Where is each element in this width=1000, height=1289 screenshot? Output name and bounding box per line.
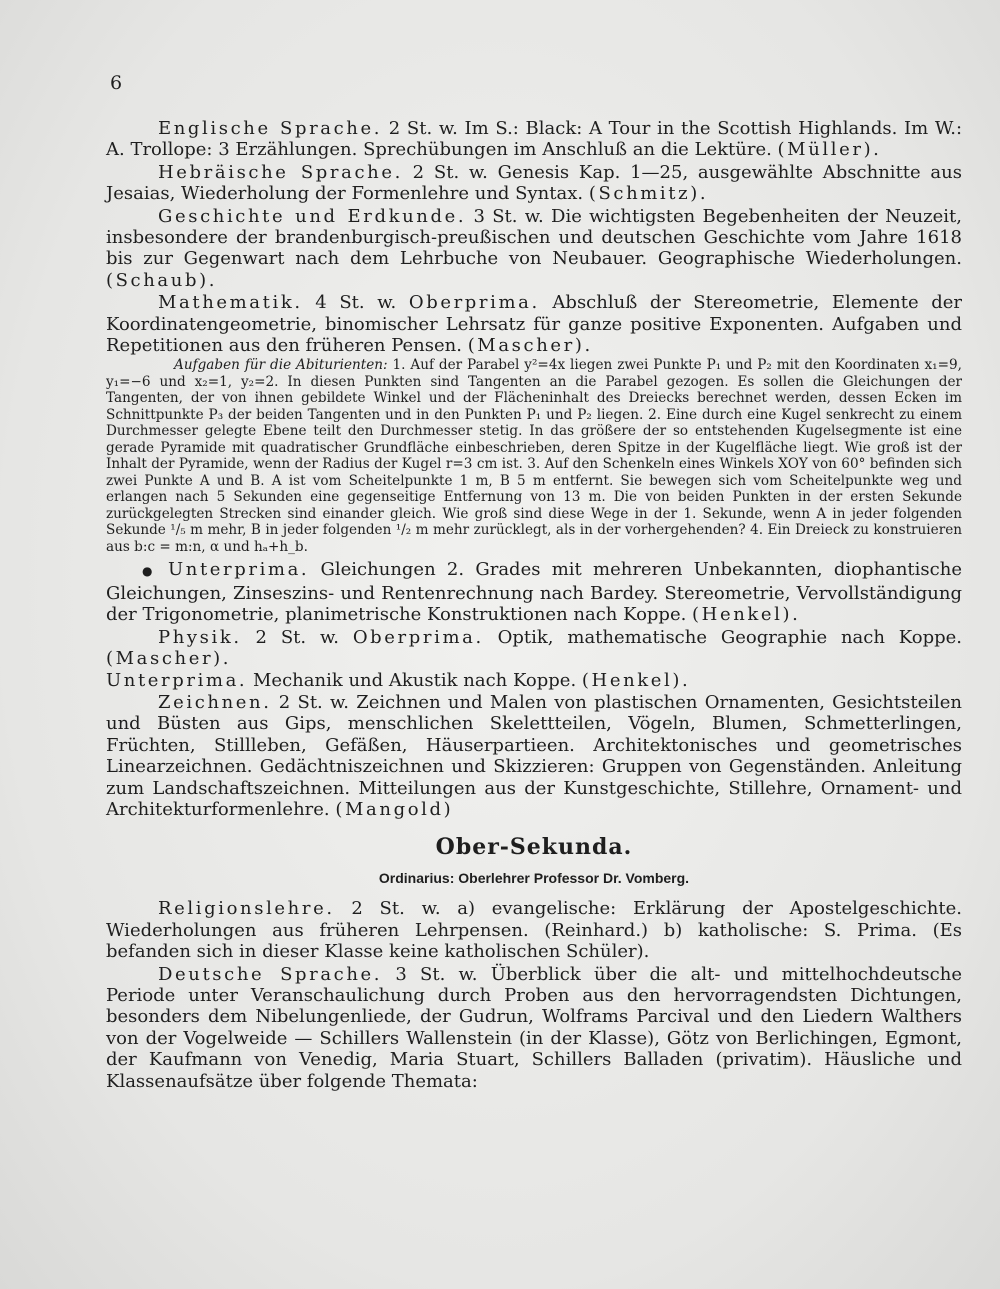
- teacher-mathematik: (Mascher).: [467, 335, 593, 357]
- paragraph-geschichte: [106, 206, 962, 292]
- hours-mathematik: 4 St. w.: [302, 292, 409, 314]
- teacher-physik-unterprima: (Henkel).: [581, 669, 691, 691]
- subject-englisch: Englische Sprache.: [158, 118, 383, 139]
- text-deutsch: 3 St. w. Überblick über die alt- und mittelhochdeutsche Periode unter Veranschaulichung durch Proben aus den hervorragendsten Dichtungen, besonders dem Nibelungenliede, der Gudrun, Wolframs Parcival und den Liedern Walthers von der Vogelweide — Schillers Wallenstein (in der Klasse), Götz von Berlichingen, Egmont, der Kaufmann von Venedig, Maria Stuart, Schillers Balladen (privatim). Häusliche und Klassenaufsätze über folgende Themata:: [106, 963, 962, 1092]
- paragraph-religion: [106, 898, 962, 962]
- teacher-hebraeisch: (Schmitz).: [588, 183, 709, 205]
- class-oberprima: Oberprima.: [408, 292, 540, 314]
- text-physik-oberprima: Optik, mathematische Geographie nach Koppe.: [483, 626, 963, 648]
- teacher-englisch: (Müller).: [777, 139, 882, 161]
- aufgaben-text: 1. Auf der Parabel y²=4x liegen zwei Punkte P₁ und P₂ mit den Koordinaten x₁=9, y₁=−6 und x₂=1, y₂=2. In diesen Punkten sind Tangenten an die Parabel gezogen. Es sollen die Gleichungen der Tangenten, der von ihnen gebildete Winkel und der Flächeninhalt des Dreiecks berechnet werden, dessen Ecken im Schnittpunkte P₃ der beiden Tangenten und in den Punkten P₁ und P₂ liegen. 2. Eine durch eine Kugel senkrecht zu einem Durchmesser gelegte Ebene teilt den Durchmesser stetig. In das größere der so entstehenden Kugelsegmente ist eine gerade Pyramide mit quadratischer Grundfläche einbeschrieben, deren Spitze in der Kugelfläche liegt. Wie groß ist der Inhalt der Pyramide, wenn der Radius der Kugel r=3 cm ist. 3. Auf den Schenkeln eines Winkels XOY von 60° befinden sich zwei Punkte A und B. A ist vom Scheitelpunkte 1 m, B 5 m entfernt. Sie bewegen sich vom Scheitelpunkte weg und erlangen nach 5 Sekunden eine gegenseitige Entfernung von 13 m. Die von beiden Punkten in der ersten Sekunde zurückgelegten Strecken sind einander gleich. Wie groß sind diese Wege in der 1. Sekunde, wenn A in jeder folgenden Sekunde ¹/₅ m mehr, B in jeder folgenden ¹/₂ m mehr zurücklegt, als in der vorhergehenden? 4. Ein Dreieck zu konstruieren aus b:c = m:n, α und hₐ+h_b.: [106, 357, 962, 555]
- paragraph-unterprima: [106, 559, 962, 625]
- class-unterprima: Unterprima.: [168, 559, 310, 581]
- paragraph-zeichnen: [106, 692, 962, 820]
- teacher-physik-oberprima: (Mascher).: [106, 648, 232, 670]
- ordinarius-line: Ordinarius: Oberlehrer Professor Dr. Vomberg.: [378, 870, 690, 887]
- text-religion: 2 St. w. a) evangelische: Erklärung der Apostelgeschichte. Wiederholungen aus früheren Lehrpensen. (Reinhard.) b) katholische: S. Prima. (Es befanden sich in dieser Klasse keine katholischen Schüler).: [106, 898, 962, 963]
- text-physik-unterprima: Mechanik und Akustik nach Koppe.: [247, 669, 582, 691]
- subject-hebraeisch: Hebräische Sprache.: [158, 161, 403, 183]
- subject-deutsch: Deutsche Sprache.: [158, 963, 383, 985]
- paragraph-mathematik: [106, 292, 962, 356]
- paragraph-deutsch: [106, 964, 962, 1092]
- class-physik-oberprima: Oberprima.: [352, 626, 484, 648]
- class-physik-unterprima: Unterprima.: [106, 669, 248, 691]
- bullet-icon: ●: [142, 564, 158, 579]
- subject-geschichte: Geschichte und Erdkunde.: [158, 205, 467, 227]
- paragraph-aufgaben: [106, 357, 962, 555]
- teacher-unterprima: (Henkel).: [692, 604, 801, 626]
- subject-mathematik: Mathematik.: [158, 292, 303, 314]
- section-prima-continued: [106, 118, 962, 356]
- subject-physik: Physik.: [158, 626, 242, 648]
- subject-zeichnen: Zeichnen.: [158, 691, 272, 713]
- text-geschichte: 3 St. w. Die wichtigsten Begebenheiten der Neuzeit, insbesondere der brandenburgisch-preußischen und deutschen Geschichte vom Jahre 1618 bis zur Gegenwart nach dem Lehrbuche von Neubauer. Geographische Wiederholungen.: [106, 205, 962, 270]
- paragraph-englisch: [106, 118, 962, 161]
- text-englisch: 2 St. w. Im S.: Black: A Tour in the Scottish Highlands. Im W.: A. Trollope: 3 Erzählungen. Sprechübungen im Anschluß an die Lektüre.: [106, 118, 963, 161]
- text-mathematik: Abschluß der Stereometrie, Elemente der Koordinatengeometrie, binomischer Lehrsatz für ganze positive Exponenten. Aufgaben und Repetitionen aus den früheren Pensen.: [106, 292, 962, 357]
- section-heading: Ober-Sekunda.: [435, 834, 633, 861]
- paragraph-hebraeisch: [106, 162, 962, 205]
- aufgaben-label: Aufgaben für die Abiturienten:: [174, 357, 388, 374]
- text-hebraeisch: 2 St. w. Genesis Kap. 1—25, ausgewählte Abschnitte aus Jesaias, Wiederholung der Formenlehre und Syntax.: [106, 161, 962, 205]
- section-obersekunda: [106, 898, 962, 1092]
- text-unterprima: Gleichungen 2. Grades mit mehreren Unbekannten, diophantische Gleichungen, Zinseszins- und Rentenrechnung nach Bardey. Stereometrie, Vervollständigung der Trigonometrie, planimetrische Konstruktionen nach Koppe.: [106, 559, 962, 626]
- subject-religion: Religionslehre.: [158, 898, 335, 920]
- section-prima-rest: [106, 559, 962, 820]
- hours-physik: 2 St. w.: [241, 626, 353, 648]
- teacher-geschichte: (Schaub).: [106, 269, 218, 291]
- page-body: [106, 118, 962, 1093]
- paragraph-physik: [106, 627, 962, 691]
- text-zeichnen: 2 St. w. Zeichnen und Malen von plastischen Ornamenten, Gesichtsteilen und Büsten aus Gips, menschlichen Skelettteilen, Vögeln, Blumen, Schmetterlingen, Früchten, Stillleben, Gefäßen, Häuserpartieen. Architektonisches und geometrisches Linearzeichnen. Gedächtniszeichnen und Skizzieren: Gruppen von Gegenständen. Anleitung zum Landschaftszeichnen. Mitteilungen aus der Kunstgeschichte, Stillehre, Ornament- und Architekturformenlehre.: [106, 691, 962, 820]
- teacher-zeichnen: (Mangold): [335, 798, 454, 820]
- page-number: 6: [110, 72, 123, 94]
- abitur-tasks: [106, 357, 962, 555]
